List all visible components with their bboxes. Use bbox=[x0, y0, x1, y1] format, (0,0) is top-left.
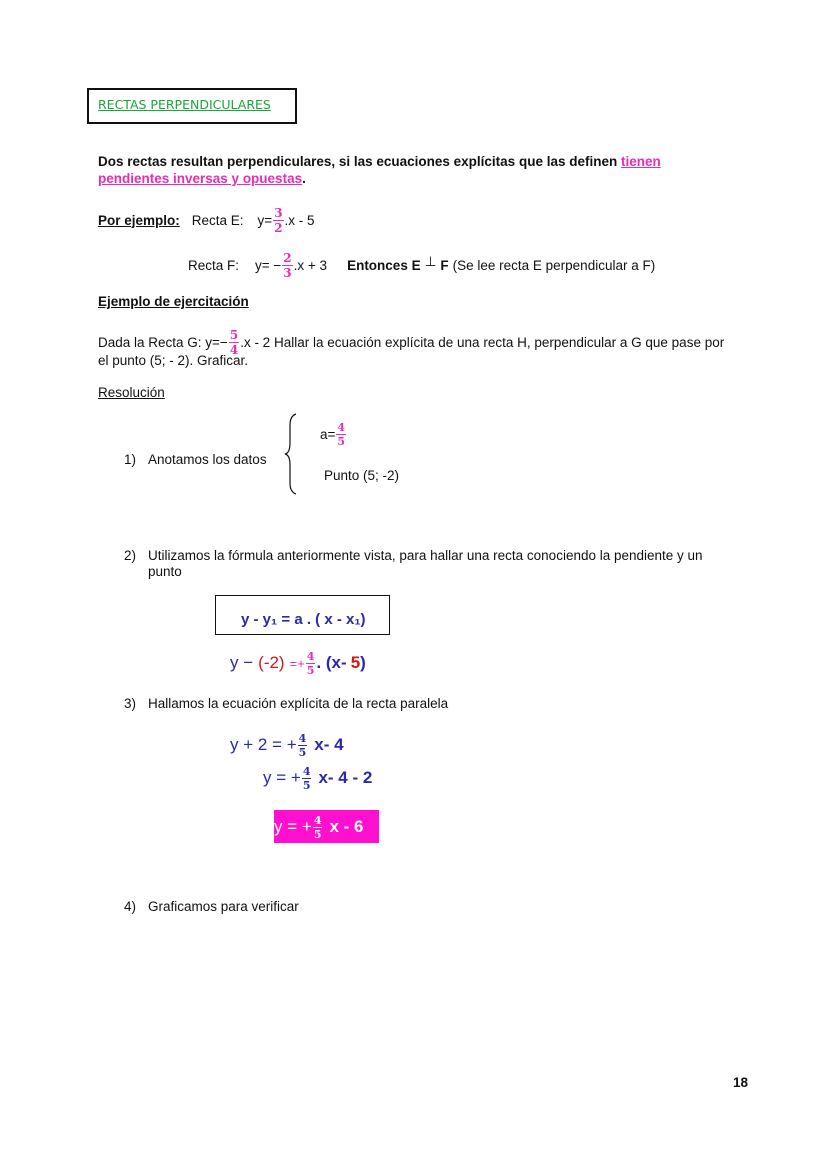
recta-e-prefix: y= bbox=[257, 212, 273, 228]
eq3-right: x - 6 bbox=[329, 817, 364, 836]
recta-f-suffix: .x + 3 bbox=[293, 257, 328, 273]
step1-number: 1) bbox=[124, 452, 137, 467]
intro-text-line2 bbox=[98, 171, 306, 186]
step2-line1: Utilizamos la fórmula anteriormente vista, para hallar una recta conociendo la pendiente y un bbox=[148, 548, 703, 563]
intro-text bbox=[98, 154, 661, 169]
sub-dot: . (x- bbox=[316, 653, 347, 672]
equation-final bbox=[274, 809, 364, 845]
sub-minus-two: (-2) bbox=[258, 653, 285, 672]
intro-period: . bbox=[302, 171, 306, 186]
eq2-right: x- 4 - 2 bbox=[318, 768, 373, 787]
example-label: Por ejemplo: bbox=[98, 212, 180, 228]
step3-number: 3) bbox=[124, 696, 137, 711]
step4-number: 4) bbox=[124, 899, 137, 914]
exercise-prefix: Dada la Recta G: y=− bbox=[98, 334, 228, 350]
eq1-right: x- 4 bbox=[314, 735, 344, 754]
example-f-row bbox=[188, 247, 655, 283]
equation-1 bbox=[230, 727, 344, 763]
sub-close: ) bbox=[360, 653, 366, 672]
substitution-row bbox=[230, 645, 366, 681]
sub-y: y − bbox=[230, 653, 254, 672]
recta-e-fraction: $\frac{3}{2}$ bbox=[274, 205, 283, 235]
equation-2 bbox=[263, 760, 372, 796]
intro-highlight-2: pendientes inversas y opuestas bbox=[98, 171, 303, 186]
entonces-text: Entonces E bbox=[347, 257, 421, 273]
point-slope-formula: y - y₁ = a . ( x - x₁) bbox=[241, 611, 366, 628]
recta-f-fraction: $\frac{2}{3}$ bbox=[283, 250, 292, 280]
g-fraction: $\frac{5}{4}$ bbox=[229, 327, 239, 357]
a-fraction: $\frac{4}{5}$ bbox=[337, 420, 346, 448]
eq1-fraction: $\frac{4}{5}$ bbox=[298, 731, 307, 759]
sub-equals: =+ bbox=[289, 655, 305, 671]
eq1-left: y + 2 = + bbox=[230, 735, 297, 754]
step2-number: 2) bbox=[124, 548, 137, 563]
a-label: a= bbox=[320, 426, 336, 442]
exercise-line2: el punto (5; - 2). Graficar. bbox=[98, 353, 249, 368]
step3-text: Hallamos la ecuación explícita de la recta paralela bbox=[148, 696, 449, 711]
page-number: 18 bbox=[733, 1075, 749, 1090]
perp-note: (Se lee recta E perpendicular a F) bbox=[452, 257, 656, 273]
example-e-row bbox=[98, 202, 315, 238]
perpendicular-icon: ⊥ bbox=[424, 254, 437, 269]
page-title: RECTAS PERPENDICULARES bbox=[98, 97, 271, 112]
recta-e-suffix: .x - 5 bbox=[284, 212, 315, 228]
resolution-heading: Resolución bbox=[98, 385, 165, 400]
exercise-suffix: .x - 2 Hallar la ecuación explícita de una recta H, perpendicular a G que pase por bbox=[240, 334, 725, 350]
eq3-fraction: $\frac{4}{5}$ bbox=[313, 813, 322, 841]
data-point: Punto (5; -2) bbox=[324, 468, 400, 483]
step1-text: Anotamos los datos bbox=[148, 452, 267, 467]
sub-fraction: $\frac{4}{5}$ bbox=[306, 649, 315, 677]
recta-e-label: Recta E: bbox=[191, 212, 244, 228]
step4-text: Graficamos para verificar bbox=[148, 899, 299, 914]
intro-highlight-1: tienen bbox=[620, 154, 661, 169]
sub-five: 5 bbox=[350, 653, 361, 672]
curly-brace-icon bbox=[283, 413, 299, 495]
recta-f-prefix: y= − bbox=[255, 257, 282, 273]
step2-line2: punto bbox=[148, 564, 182, 579]
eq2-fraction: $\frac{4}{5}$ bbox=[302, 764, 311, 792]
eq2-left: y = + bbox=[263, 768, 301, 787]
eq3-left: y = + bbox=[274, 817, 312, 836]
data-slope bbox=[320, 416, 347, 452]
exercise-heading: Ejemplo de ejercitación bbox=[98, 294, 249, 309]
intro-part1: Dos rectas resultan perpendiculares, si las ecuaciones explícitas que las definen bbox=[98, 154, 618, 169]
recta-f-label: Recta F: bbox=[188, 257, 240, 273]
f-letter: F bbox=[440, 257, 449, 273]
